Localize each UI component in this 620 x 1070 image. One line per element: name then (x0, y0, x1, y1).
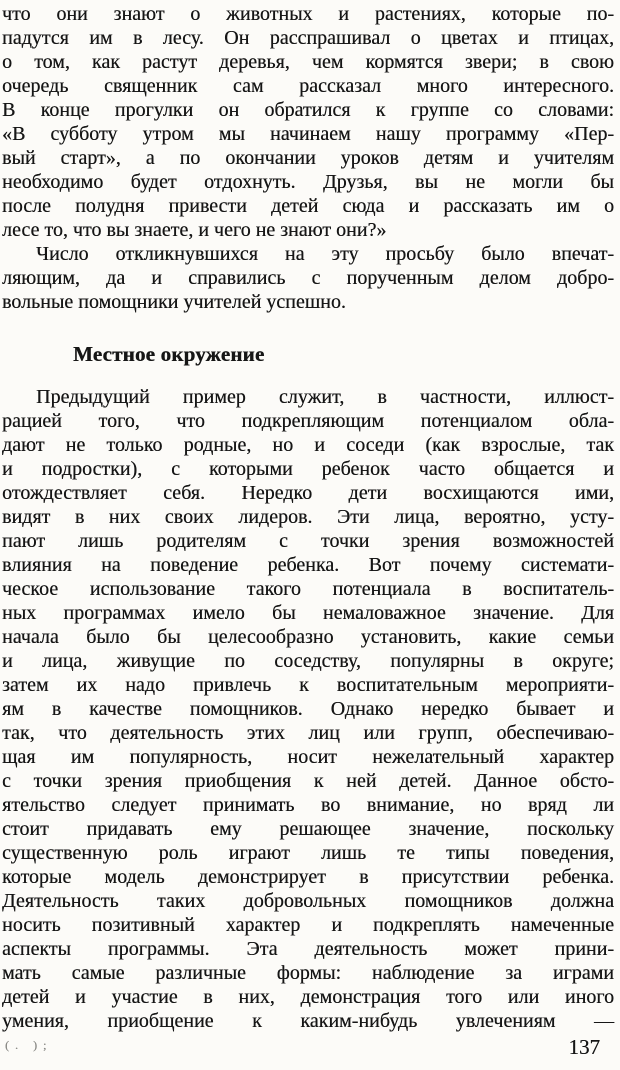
paragraph-local-environment (2, 385, 614, 1033)
text-line: аспекты программы. Эта деятельность может прини- (2, 938, 614, 960)
top-text-block (2, 2, 614, 314)
text-line: Число откликнувшихся на эту просьбу было впечат- (36, 243, 614, 265)
text-line: умения, приобщение к каким-нибудь увлечениям — (2, 1010, 614, 1032)
text-line: падутся им в лесу. Он расспрашивал о цветах и птицах, (2, 27, 614, 49)
text-line: ям в качестве помощников. Однако нередко бывает и (2, 698, 614, 720)
text-line: Предыдущий пример служит, в частности, иллюст- (36, 386, 614, 408)
text-line: «В субботу утром мы начинаем нашу программу «Пер- (2, 123, 614, 145)
section-heading: Местное окружение (73, 342, 265, 366)
text-line: пают лишь родителям с точки зрения возможностей (2, 530, 614, 552)
text-line: отождествляет себя. Нередко дети восхищаются ими, (2, 482, 614, 504)
text-line: вый старт», а по окончании уроков детям и учителям (2, 147, 614, 169)
text-line: и подростки), с которыми ребенок часто общается и (2, 458, 614, 480)
text-line: о том, как растут деревья, чем кормятся звери; в свою (2, 51, 614, 73)
text-line: стоит придавать ему решающее значение, поскольку (2, 818, 614, 840)
text-line: так, что деятельность этих лиц или групп, обеспечиваю- (2, 722, 614, 744)
text-line: рацией того, что подкрепляющим потенциалом обла- (2, 410, 614, 432)
text-line: ных программах имело бы немаловажное значение. Для (2, 602, 614, 624)
printer-signature-mark: (. ); (5, 1038, 53, 1052)
paragraph-responders (2, 242, 614, 314)
text-line: затем их надо привлечь к воспитательным мероприяти- (2, 674, 614, 696)
page-number: 137 (568, 1035, 600, 1059)
text-line: которые модель демонстрирует в присутствии ребенка. (2, 866, 614, 888)
text-line: носить позитивный характер и подкреплять намеченные (2, 914, 614, 936)
text-line: щая им популярность, носит нежелательный характер (2, 746, 614, 768)
text-line: детей и участие в них, демонстрация того или иного (2, 986, 614, 1008)
text-line: Деятельность таких добровольных помощников должна (2, 890, 614, 912)
text-line: и лица, живущие по соседству, популярны в округе; (2, 650, 614, 672)
text-line: ляющим, да и справились с порученным делом добро- (2, 267, 614, 289)
main-text-block (2, 385, 614, 1033)
paragraph-continuation (2, 2, 614, 242)
text-line: видят в них своих лидеров. Эти лица, вероятно, усту- (2, 506, 614, 528)
text-line: существенную роль играют лишь те типы поведения, (2, 842, 614, 864)
text-line: лесе то, что вы знаете, и чего не знают они?» (2, 219, 387, 241)
text-line: влияния на поведение ребенка. Вот почему системати- (2, 554, 614, 576)
text-line: мать самые различные формы: наблюдение за играми (2, 962, 614, 984)
text-line: дают не только родные, но и соседи (как взрослые, так (2, 434, 614, 456)
text-line: очередь священник сам рассказал много интересного. (2, 75, 614, 97)
text-line: необходимо будет отдохнуть. Друзья, вы не могли бы (2, 171, 614, 193)
text-line: с точки зрения приобщения к ней детей. Данное обсто- (2, 770, 614, 792)
text-line: ятельство следует принимать во внимание, но вряд ли (2, 794, 614, 816)
text-line: ческое использование такого потенциала в воспитатель- (2, 578, 614, 600)
text-line: после полудня привести детей сюда и рассказать им о (2, 195, 614, 217)
text-line: вольные помощники учителей успешно. (2, 291, 346, 313)
text-line: В конце прогулки он обратился к группе со словами: (2, 99, 614, 121)
text-line: что они знают о животных и растениях, которые по- (2, 3, 614, 25)
text-line: начала было бы целесообразно установить, какие семьи (2, 626, 614, 648)
